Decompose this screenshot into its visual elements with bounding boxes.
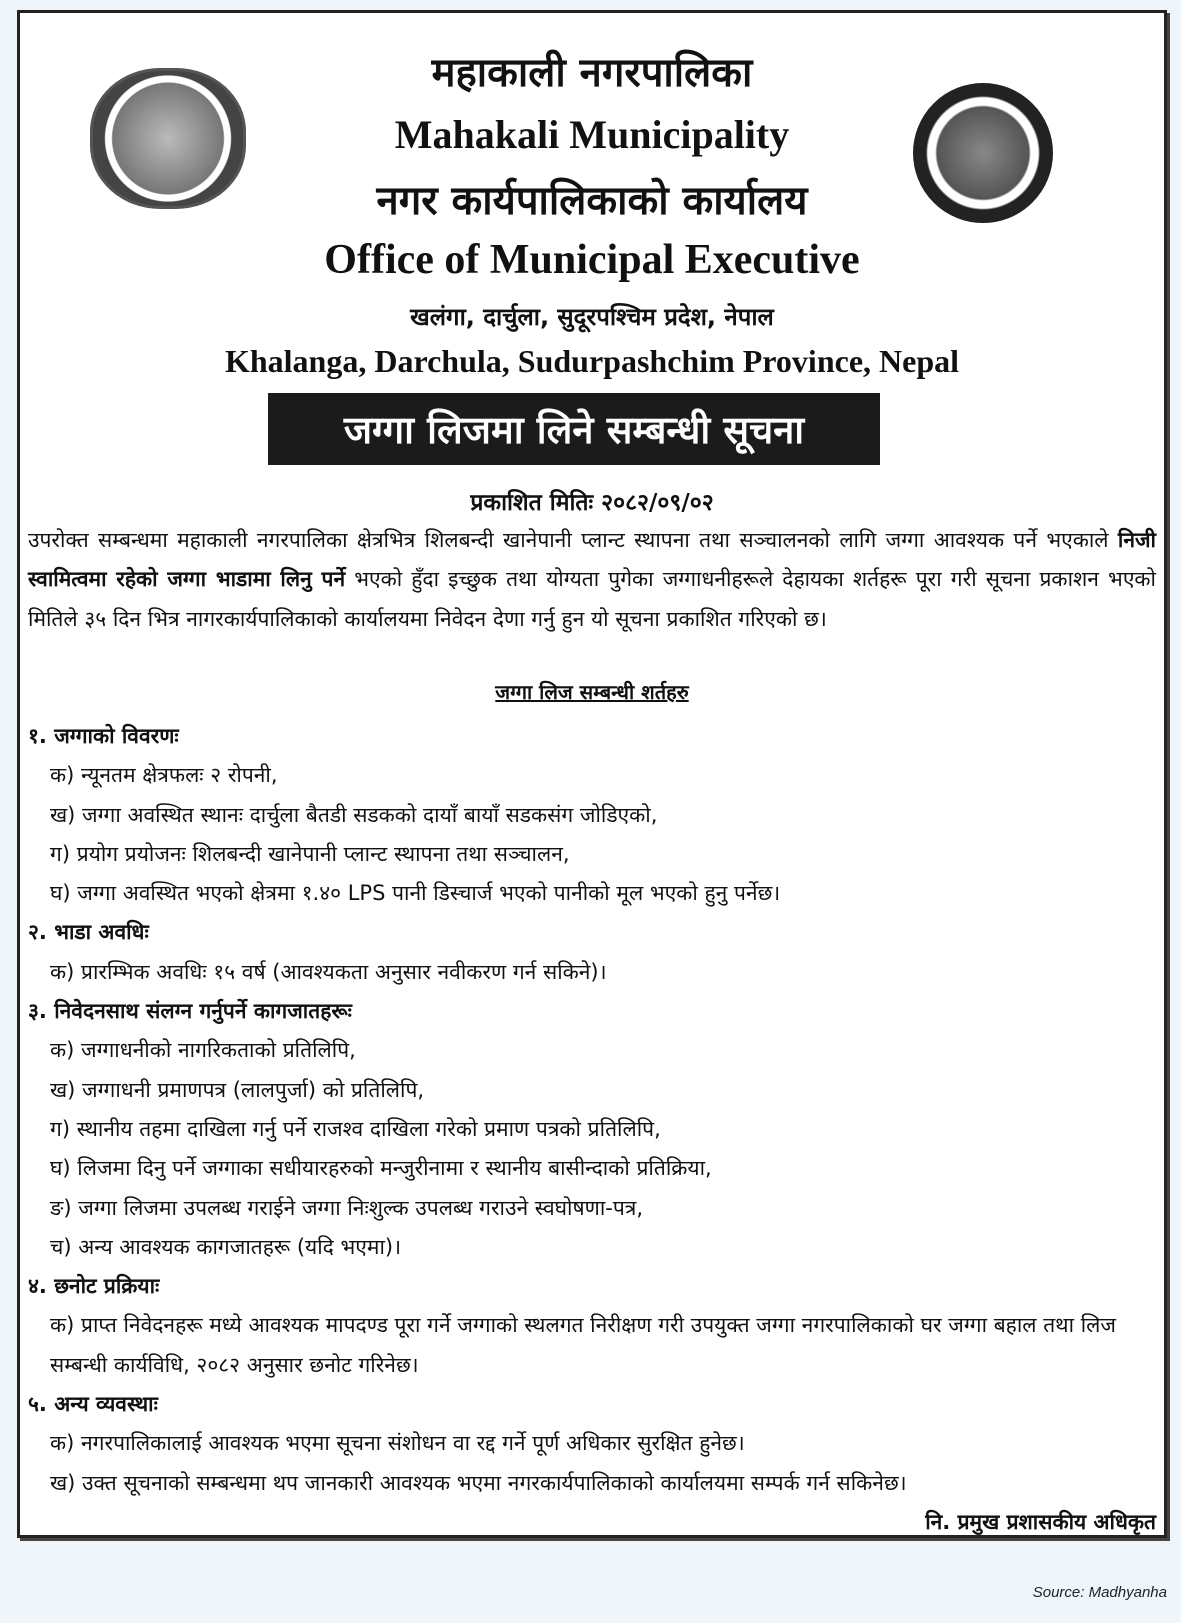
condition-item: ङ) जग्गा लिजमा उपलब्ध गराईने जग्गा निःशुल्क उपलब्ध गराउने स्वघोषणा-पत्र,: [50, 1195, 644, 1220]
condition-item: क) प्रारम्भिक अवधिः १५ वर्ष (आवश्यकता अनुसार नवीकरण गर्न सकिने)।: [50, 959, 607, 984]
address-en: Khalanga, Darchula, Sudurpashchim Province, Nepal: [224, 343, 960, 379]
section-heading: १. जग्गाको विवरणः: [28, 724, 179, 748]
published-date: प्रकाशित मितिः २०८२/०९/०२: [470, 490, 714, 516]
intro-paragraph: [28, 521, 1156, 639]
condition-item: घ) जग्गा अवस्थित भएको क्षेत्रमा १.४० LPS पानी डिस्चार्ज भएको पानीको मूल भएको हुनु पर्नेछ।: [50, 881, 781, 906]
office-name-np: नगर कार्यपालिकाको कार्यालय: [376, 178, 808, 224]
condition-item: घ) लिजमा दिनु पर्ने जग्गाका सधीयारहरुको मन्जुरीनामा र स्थानीय बासीन्दाको प्रतिक्रिया,: [50, 1156, 712, 1181]
condition-item: ख) उक्त सूचनाको सम्बन्धमा थप जानकारी आवश्यक भएमा नगरकार्यपालिकाको कार्यालयमा सम्पर्क गर्न सकिनेछ।: [50, 1470, 907, 1495]
office-name-en: Office of Municipal Executive: [324, 237, 860, 283]
condition-item: ग) प्रयोग प्रयोजनः शिलबन्दी खानेपानी प्लान्ट स्थापना तथा सञ्चालन,: [50, 841, 570, 866]
source-credit: Source: Madhyanha: [1032, 1584, 1167, 1601]
notice-document: [17, 10, 1167, 1538]
intro-text: भएको हुँदा इच्छुक तथा योग्यता पुगेका जग्गाधनीहरूले देहायका शर्तहरू पूरा गरी सूचना प्रकाशन भएको मितिले ३५ दिन भित्र नागरकार्यपालिकाको कार्यालयमा निवेदन देणा गर्नु हुन यो सूचना प्रकाशित गरिएको छ।: [28, 567, 1156, 631]
condition-item: ख) जग्गाधनी प्रमाणपत्र (लालपुर्जा) को प्रतिलिपि,: [50, 1077, 425, 1102]
section-heading: ३. निवेदनसाथ संलग्न गर्नुपर्ने कागजातहरूः: [28, 999, 352, 1024]
municipality-name-en: Mahakali Municipality: [394, 112, 790, 157]
conditions-list: [28, 717, 1156, 1542]
condition-item: ख) जग्गा अवस्थित स्थानः दार्चुला बैतडी सडकको दायाँ बायाँ सडकसंग जोडिएको,: [50, 802, 658, 827]
condition-item: क) न्यूनतम क्षेत्रफलः २ रोपनी,: [50, 763, 278, 788]
address-np: खलंगा, दार्चुला, सुदूरपश्चिम प्रदेश, नेपाल: [410, 303, 774, 331]
intro-text: उपरोक्त सम्बन्धमा महाकाली नगरपालिका क्षेत्रभित्र शिलबन्दी खानेपानी प्लान्ट स्थापना तथा सञ्चालनको लागि जग्गा आवश्यक पर्ने भएकाले: [28, 528, 1118, 552]
condition-item: ग) स्थानीय तहमा दाखिला गर्नु पर्ने राजश्व दाखिला गरेको प्रमाण पत्रको प्रतिलिपि,: [50, 1116, 661, 1141]
signature: नि. प्रमुख प्रशासकीय अधिकृत: [925, 1509, 1156, 1534]
condition-item: क) प्राप्त निवेदनहरू मध्ये आवश्यक मापदण्ड पूरा गर्ने जग्गाको स्थलगत निरीक्षण गरी उपयुक्त जग्गा नगरपालिकाको घर जग्गा बहाल तथा लिज सम्बन्धी कार्यविधि, २०८२ अनुसार छनोट गरिनेछ।: [50, 1313, 1116, 1377]
section-heading: ४. छनोट प्रक्रियाः: [28, 1274, 160, 1299]
intro-bold-text: निजी स्वामित्वमा रहेको जग्गा भाडामा लिनु पर्ने: [28, 528, 1156, 592]
section-heading: २. भाडा अवधिः: [28, 920, 149, 945]
condition-item: च) अन्य आवश्यक कागजातहरू (यदि भएमा)।: [50, 1234, 402, 1259]
condition-item: क) नगरपालिकालाई आवश्यक भएमा सूचना संशोधन वा रद्द गर्ने पूर्ण अधिकार सुरक्षित हुनेछ।: [50, 1431, 745, 1456]
condition-item: क) जग्गाधनीको नागरिकताको प्रतिलिपि,: [50, 1038, 356, 1063]
notice-title: जग्गा लिजमा लिने सम्बन्धी सूचना: [268, 393, 880, 465]
conditions-title: जग्गा लिज सम्बन्धी शर्तहरु: [495, 680, 689, 704]
municipality-name-np: महाकाली नगरपालिका: [431, 50, 753, 96]
section-heading: ५. अन्य व्यवस्थाः: [28, 1392, 158, 1417]
